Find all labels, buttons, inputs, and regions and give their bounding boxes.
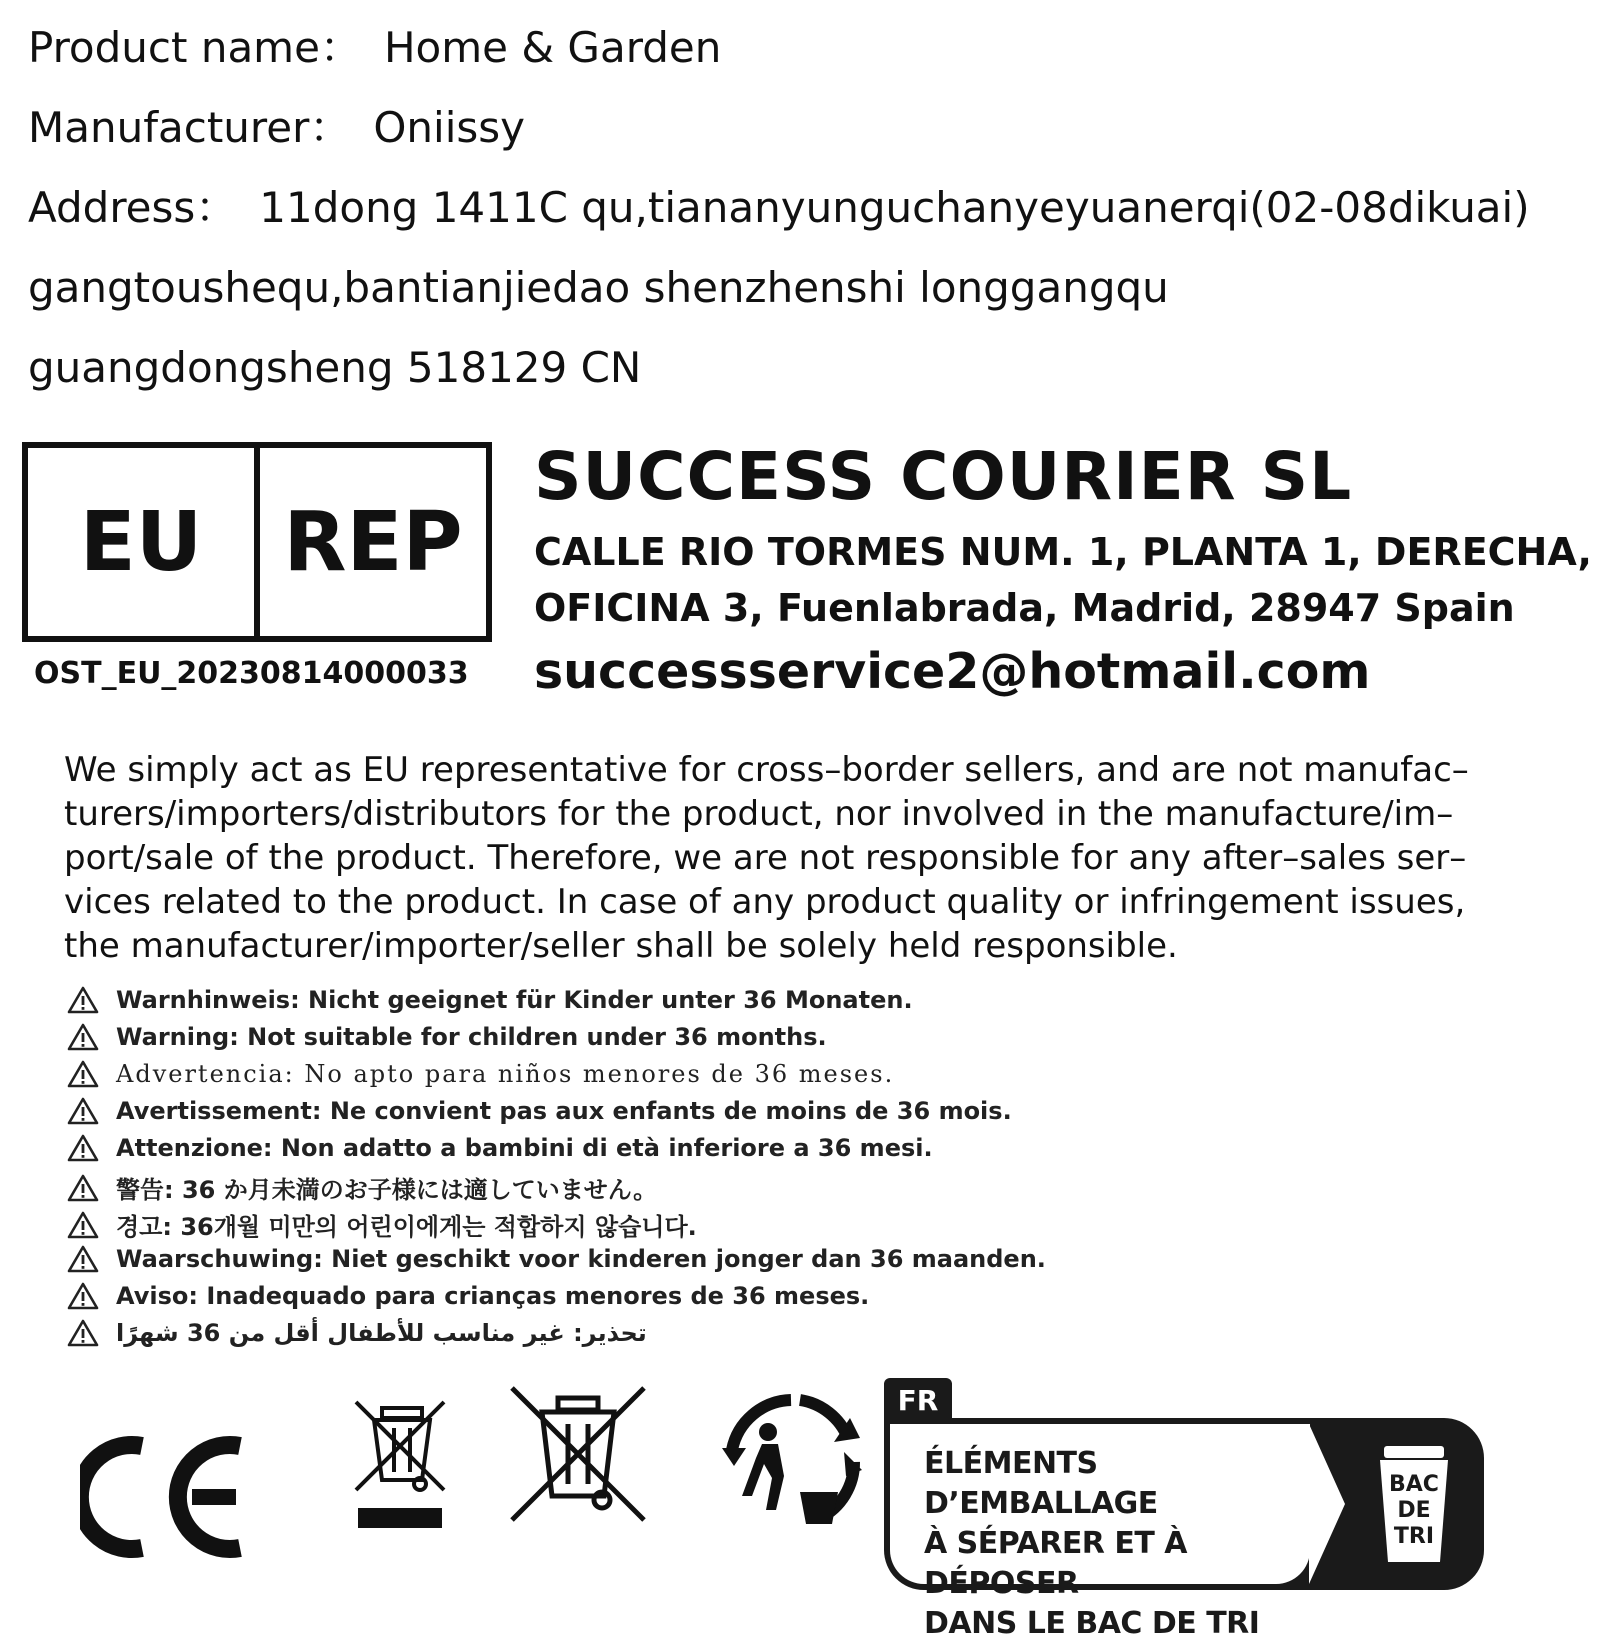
warning-triangle-icon — [66, 1210, 100, 1240]
warning-triangle-icon — [66, 1133, 100, 1163]
warning-item — [66, 1281, 869, 1311]
warning-triangle-icon — [66, 1244, 100, 1274]
triman-fr-tag: FR — [884, 1378, 952, 1422]
product-name-label: Product name： — [28, 23, 362, 72]
disclaimer — [64, 748, 1556, 968]
disclaimer-line: vices related to the product. In case of any product quality or infringement issues, — [64, 882, 1466, 922]
bin-line-1: BAC — [1389, 1472, 1439, 1497]
eu-rep-box-rep: REP — [254, 448, 486, 636]
warning-triangle-icon — [66, 1096, 100, 1126]
weee-bin-icon — [508, 1384, 648, 1524]
manufacturer-row — [28, 104, 525, 152]
address-line-1: 11dong 1411C qu,tiananyunguchanyeyuanerqi(02-08dikuai) — [259, 183, 1530, 232]
manufacturer-value: Oniissy — [373, 103, 526, 152]
product-name-value: Home & Garden — [383, 23, 722, 72]
triman-line-3: DANS LE BAC DE TRI — [924, 1606, 1260, 1641]
address-label: Address： — [28, 183, 238, 232]
eu-rep-box-eu: EU — [79, 494, 203, 590]
warning-text: Advertencia: No apto para niños menores de 36 meses. — [116, 1060, 895, 1088]
disclaimer-line: the manufacturer/importer/seller shall be solely held responsible. — [64, 926, 1178, 966]
triman-line-1: ÉLÉMENTS D’EMBALLAGE — [924, 1446, 1158, 1521]
eu-rep-address-line-1: CALLE RIO TORMES NUM. 1, PLANTA 1, DERECHA, — [534, 530, 1592, 574]
triman-info-box — [884, 1418, 1484, 1641]
warning-item — [66, 1022, 827, 1052]
warning-item — [66, 1059, 894, 1089]
warning-triangle-icon — [66, 1281, 100, 1311]
disclaimer-line: port/sale of the product. Therefore, we are not responsible for any after–sales ser– — [64, 838, 1467, 878]
eu-rep-code: OST_EU_20230814000033 — [34, 656, 469, 691]
warning-item — [66, 1244, 1046, 1274]
eu-rep-address-line-2: OFICINA 3, Fuenlabrada, Madrid, 28947 Spain — [534, 586, 1515, 630]
warning-item — [66, 1170, 657, 1205]
triman-text — [924, 1444, 1310, 1644]
triman-arrow — [1309, 1424, 1345, 1584]
triman-white-panel — [890, 1424, 1310, 1641]
warning-item — [66, 1096, 1012, 1126]
warning-item — [66, 1207, 697, 1242]
warning-text: 경고: 36개월 미만의 어린이에게는 적합하지 않습니다. — [116, 1213, 697, 1241]
address-row — [28, 184, 1530, 232]
recycle-bin-label — [1384, 1472, 1444, 1550]
triman-line-2: À SÉPARER ET À DÉPOSER — [924, 1526, 1187, 1601]
warning-triangle-icon — [66, 1318, 100, 1348]
bin-line-2: DE — [1397, 1498, 1431, 1523]
warning-text: Attenzione: Non adatto a bambini di età inferiore a 36 mesi. — [116, 1134, 933, 1162]
warning-triangle-icon — [66, 1173, 100, 1203]
warning-triangle-icon — [66, 985, 100, 1015]
warning-item — [66, 1133, 933, 1163]
address-line-2: gangtoushequ,bantianjiedao shenzhenshi longgangqu — [28, 263, 1169, 312]
warning-text: تحذير: غير مناسب للأطفال أقل من 36 شهرًا — [116, 1319, 647, 1347]
warning-text: Waarschuwing: Niet geschikt voor kinderen jonger dan 36 maanden. — [116, 1245, 1046, 1273]
eu-rep-box — [22, 442, 492, 642]
ce-mark-icon — [80, 1432, 260, 1562]
warning-triangle-icon — [66, 1022, 100, 1052]
warning-text: 警告: 36 か月未満のお子様には適していません。 — [116, 1176, 658, 1204]
warning-text: Avertissement: Ne convient pas aux enfants de moins de 36 mois. — [116, 1097, 1012, 1125]
warning-triangle-icon — [66, 1059, 100, 1089]
disclaimer-line: turers/importers/distributors for the product, nor involved in the manufacture/im– — [64, 794, 1454, 834]
triman-icon — [716, 1392, 866, 1532]
eu-rep-company: SUCCESS COURIER SL — [534, 438, 1353, 515]
eu-rep-email: successservice2@hotmail.com — [534, 643, 1371, 700]
warning-text: Aviso: Inadequado para crianças menores de 36 meses. — [116, 1282, 870, 1310]
manufacturer-label: Manufacturer： — [28, 103, 352, 152]
weee-bin-bar-icon — [352, 1398, 452, 1548]
warning-item — [66, 1318, 647, 1348]
warning-item — [66, 985, 913, 1015]
address-line-3: guangdongsheng 518129 CN — [28, 343, 642, 392]
warning-text: Warnhinweis: Nicht geeignet für Kinder unter 36 Monaten. — [116, 986, 913, 1014]
bin-line-3: TRI — [1393, 1524, 1435, 1549]
product-name-row — [28, 24, 721, 72]
disclaimer-line: We simply act as EU representative for cross–border sellers, and are not manufac– — [64, 750, 1469, 790]
warning-text: Warning: Not suitable for children under 36 months. — [116, 1023, 827, 1051]
